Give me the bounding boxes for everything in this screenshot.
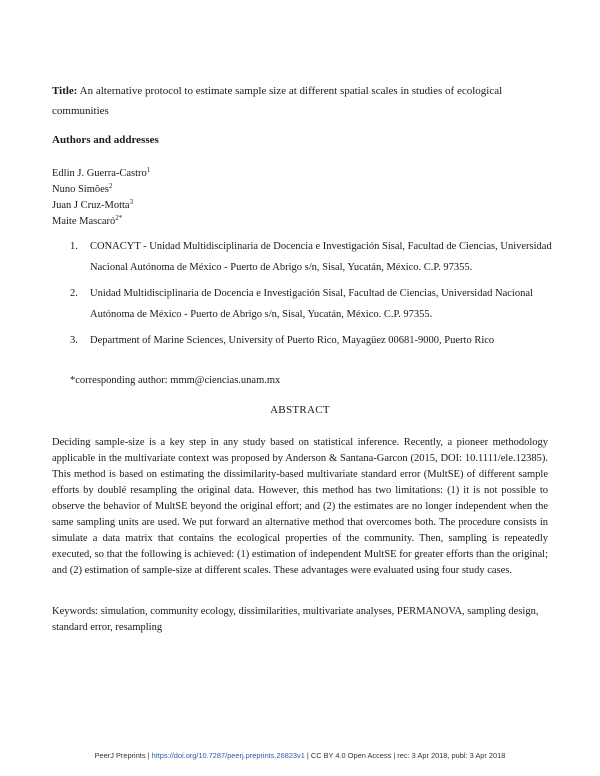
authors-heading: Authors and addresses: [52, 134, 159, 146]
author-affiliation-mark: 2*: [115, 214, 123, 222]
author-affiliation-mark: 1: [146, 166, 151, 174]
affiliation-number: 2.: [70, 288, 78, 299]
doi-link[interactable]: https://doi.org/10.7287/peerj.preprints.26823v1: [151, 751, 305, 760]
affiliation-text: CONACYT - Unidad Multidisciplinaria de Docencia e Investigación Sisal, Facultad de Ciencias, Universidad Nacional Autónoma de México - Puerto de Abrigo s/n, Sisal, Yucatán, México. C.P. 97355.: [90, 241, 552, 273]
affiliation-number: 1.: [70, 241, 78, 252]
abstract-heading: ABSTRACT: [270, 404, 330, 416]
affiliation-text: Department of Marine Sciences, University of Puerto Rico, Mayagüez 00681-9000, Puerto Rico: [90, 335, 495, 346]
author-entry: [52, 198, 150, 214]
author-name: Juan J Cruz-Motta: [52, 200, 130, 211]
author-affiliation-mark: 3: [129, 198, 134, 206]
keywords: Keywords: simulation, community ecology, dissimilarities, multivariate analyses, PERMANOVA, sampling design, standard error, resampling: [52, 606, 539, 633]
author-name: Edlin J. Guerra-Castro: [52, 168, 147, 179]
corresponding-author: *corresponding author: mmm@ciencias.unam.mx: [70, 375, 281, 386]
affiliation-number: 3.: [70, 335, 78, 346]
author-entry: [52, 214, 150, 230]
footer-prefix: PeerJ Preprints |: [94, 751, 152, 760]
author-entry: [52, 166, 150, 182]
author-affiliation-mark: 2: [108, 182, 113, 190]
title-label: Title:: [52, 85, 78, 97]
affiliation-list: [70, 236, 552, 356]
abstract-body: Deciding sample-size is a key step in any study based on statistical inference. Recently, a pioneer methodology applicable in the multivariate context was proposed by Anderson & Santana-Garcon (2015, DOI: 10.1111/ele.12385). This method is based on estimating the dissimilarity-based multivariate standard error (MultSE) of different sample efforts by doublé resampling the original data. However, this method has two limitations: (1) it is not possible to observe the behavior of MultSE beyond the original effort; and (2) the estimates are no longer independent when the same sampling units are used. We put forward an alternative method that overcomes both. The procedure consists in simulate a data matrix that contains the ecological properties of the community. Then, sampling is repeatedly executed, so that the following is achieved: (1) estimation of independent MultSE for greater efforts than the original; and (2) estimation of sample-size at different scales. These advantages were evaluated using four study cases.: [52, 437, 548, 576]
title-text: An alternative protocol to estimate sample size at different spatial scales in studies of ecological communities: [52, 85, 503, 117]
paper-title: [52, 81, 552, 121]
affiliation-item: [70, 236, 552, 278]
author-name: Maite Mascaró: [52, 216, 116, 227]
author-name: Nuno Simões: [52, 184, 109, 195]
affiliation-item: [70, 283, 552, 325]
author-list: [52, 166, 150, 230]
footer-suffix: | CC BY 4.0 Open Access | rec: 3 Apr 2018, publ: 3 Apr 2018: [304, 751, 506, 760]
affiliation-text: Unidad Multidisciplinaria de Docencia e Investigación Sisal, Facultad de Ciencias, Universidad Nacional Autónoma de México - Puerto de Abrigo s/n, Sisal, Yucatán, México. C.P. 97355.: [90, 288, 533, 320]
author-entry: [52, 182, 150, 198]
preprint-footer: [0, 751, 600, 760]
affiliation-item: [70, 330, 552, 351]
